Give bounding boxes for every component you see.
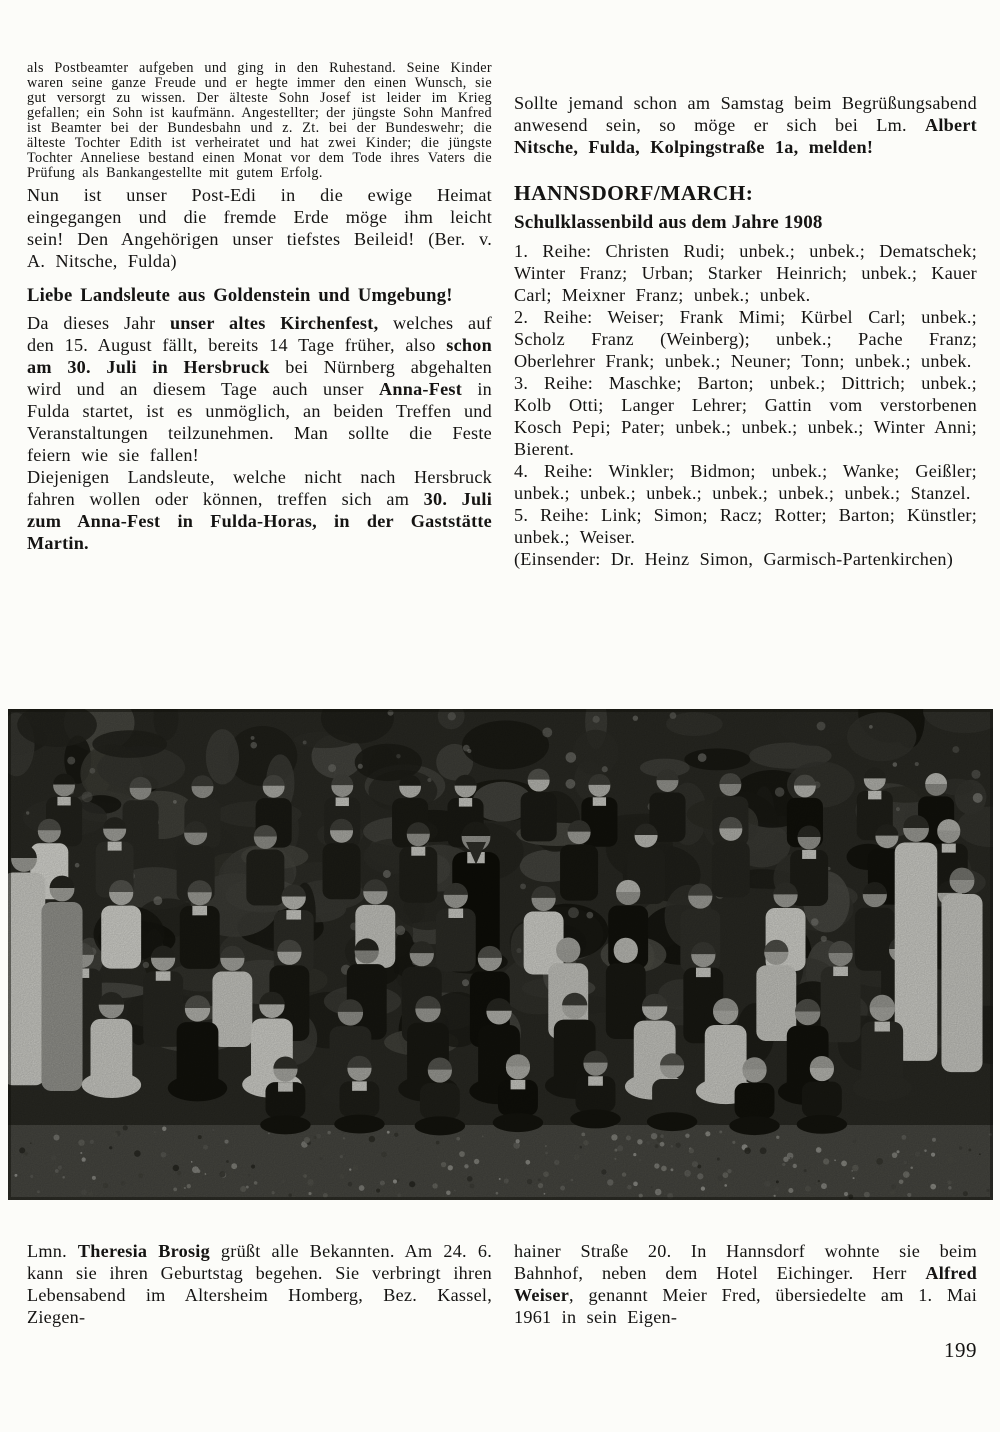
reihe-4-paragraph: 4. Reihe: Winkler; Bidmon; unbek.; Wanke; Geißler; unbek.; unbek.; unbek.; unbek.; unbek.; unbek.; Stanzel. [514, 461, 977, 503]
reihe-2-paragraph: 2. Reihe: Weiser; Frank Mimi; Kürbel Carl; unbek.; Scholz Franz (Weinberg); unbek.; Pache Franz; Oberlehrer Frank; unbek.; Neuner; Tonn; unbek.; unbek. [514, 307, 977, 371]
class-photo-figure [8, 709, 993, 1200]
alfred-weiser-paragraph: hainer Straße 20. In Hannsdorf wohnte sie beim Bahnhof, neben dem Hotel Eichinger. Herr Alfred Weiser, genannt Meier Fred, übersiedelte am 1. Mai 1961 in sein Eigen- [514, 1241, 977, 1327]
bottom-left-column [27, 1240, 492, 1328]
bottom-right-column [514, 1240, 977, 1328]
hannsdorf-heading: HANNSDORF/MARCH: [514, 181, 754, 205]
anna-fest-paragraph: Diejenigen Landsleute, welche nicht nach Hersbruck fahren wollen oder können, treffen sich am 30. Juli zum Anna-Fest in Fulda-Horas, in der Gaststätte Martin. [27, 467, 492, 553]
right-column [514, 61, 977, 570]
page-number: 199 [944, 1338, 977, 1362]
obituary-closing-paragraph: Nun ist unser Post-Edi in die ewige Heimat eingegangen und die fremde Erde möge ihm leicht sein! Den Angehörigen unser tiefstes Beileid! (Ber. v. A. Nitsche, Fulda) [27, 185, 492, 271]
left-column [27, 61, 492, 554]
begruessungsabend-paragraph: Sollte jemand schon am Samstag beim Begrüßungsabend anwesend sein, so möge er sich bei Lm. Albert Nitsche, Fulda, Kolpingstraße 1a, melden! [514, 93, 977, 157]
goldenstein-heading: Liebe Landsleute aus Goldenstein und Umgebung! [27, 285, 453, 306]
obituary-small-paragraph: als Postbeamter aufgeben und ging in den Ruhestand. Seine Kinder waren seine ganze Freude und er hegte immer den einen Wunsch, sie gut versorgt zu wissen. Der älteste Sohn Josef ist leider im Krieg gefallen; ein Sohn ist kaufmänn. Angestellter; der jüngste Sohn Manfred ist Beamter bei der Bundesbahn und z. Zt. bei der Bundeswehr; die älteste Tochter Edith ist verheiratet und hat zwei Kinder; die jüngste Tochter Anneliese bestand einen Monat vor dem Tode ihres Vaters die Prüfung als Bankangestellte mit gutem Erfolg. [27, 60, 492, 181]
einsender-paragraph: (Einsender: Dr. Heinz Simon, Garmisch-Partenkirchen) [514, 549, 954, 569]
class-photo [8, 709, 993, 1200]
kirchenfest-paragraph: Da dieses Jahr unser altes Kirchenfest, welches auf den 15. August fällt, bereits 14 Tage früher, also schon am 30. Juli in Hersbruck bei Nürnberg abgehalten wird und an diesem Tage auch unser Anna-Fest in Fulda startet, ist es unmöglich, an beiden Treffen und Veranstaltungen teilzunehmen. Man sollte die Feste feiern wie sie fallen! [27, 313, 493, 465]
schulklassenbild-subheading: Schulklassenbild aus dem Jahre 1908 [514, 212, 823, 233]
theresia-brosig-paragraph: Lmn. Theresia Brosig grüßt alle Bekannten. Am 24. 6. kann sie ihren Geburtstag begehen. Sie verbringt ihren Lebensabend im Altersheim Homberg, Bez. Kassel, Ziegen- [27, 1241, 492, 1327]
reihe-3-paragraph: 3. Reihe: Maschke; Barton; unbek.; Dittrich; unbek.; Kolb Otti; Langer Lehrer; Gattin vom verstorbenen Kosch Pepi; Pater; unbek.; unbek.; unbek.; Winter Anni; Bierent. [514, 373, 977, 459]
reihe-1-paragraph: 1. Reihe: Christen Rudi; unbek.; unbek.; Dematschek; Winter Franz; Urban; Starker Heinrich; unbek.; Kauer Carl; Meixner Franz; unbek.; unbek. [514, 241, 977, 305]
reihe-5-paragraph: 5. Reihe: Link; Simon; Racz; Rotter; Barton; Künstler; unbek.; Weiser. [514, 505, 977, 547]
